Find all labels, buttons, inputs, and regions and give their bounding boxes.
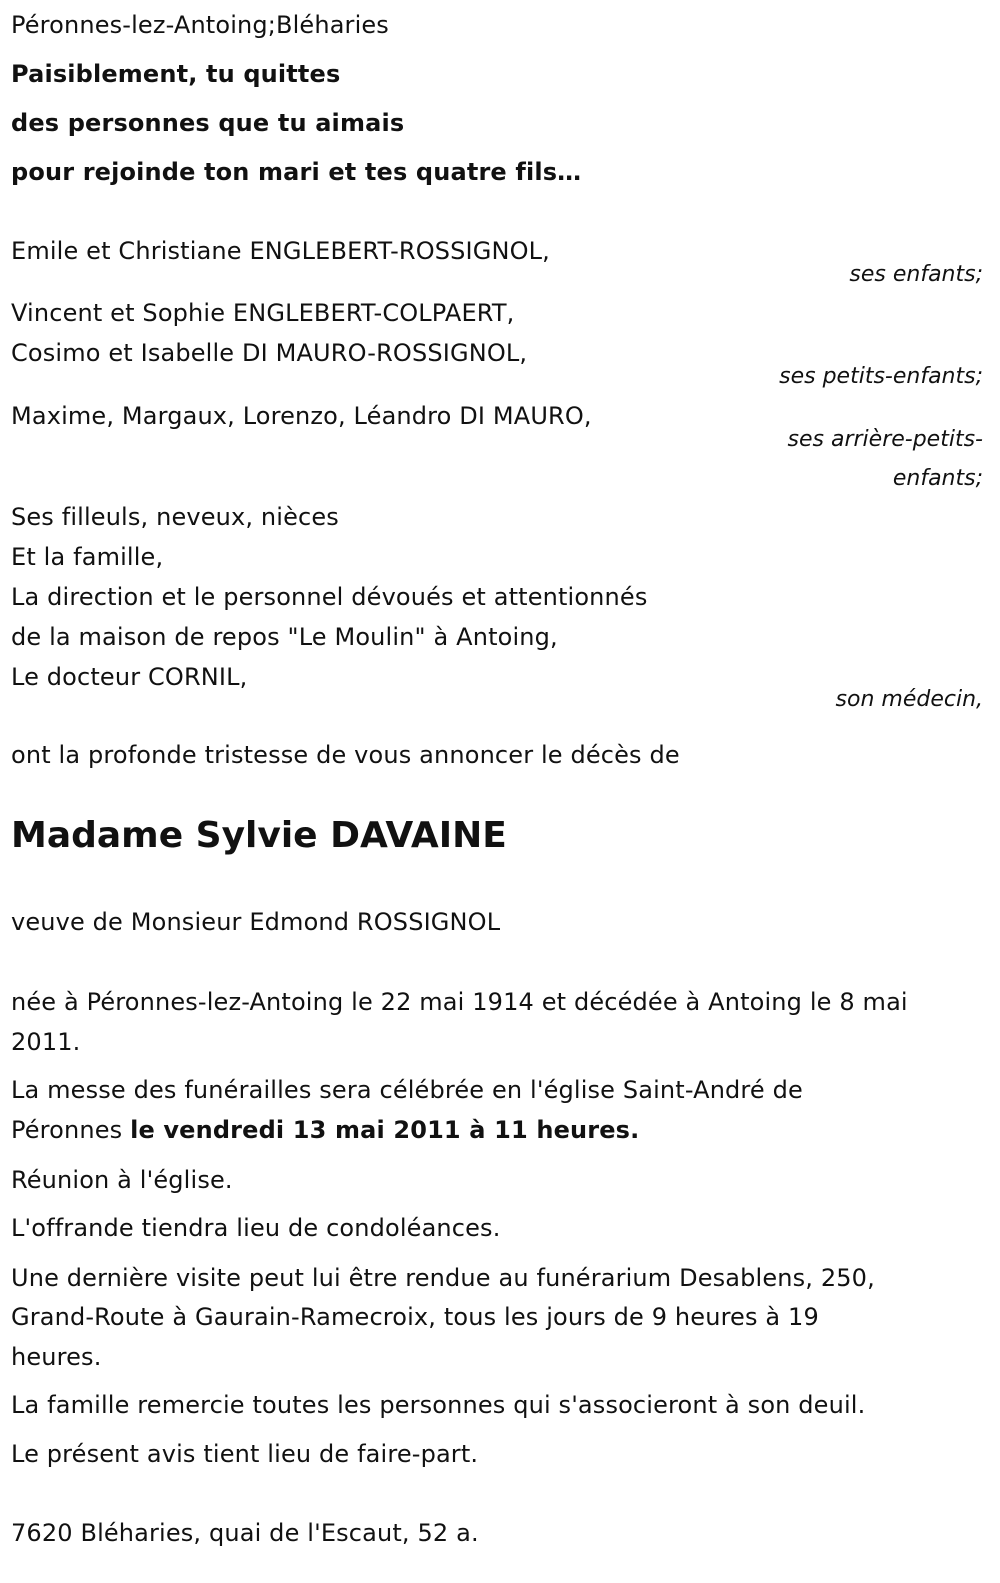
- great-grandchildren-names: Maxime, Margaux, Lorenzo, Léandro DI MAURO,: [11, 402, 592, 430]
- great-grandchildren-role-line-2: enfants;: [892, 466, 983, 491]
- widow-of: veuve de Monsieur Edmond ROSSIGNOL: [11, 908, 501, 936]
- funeral-line-2: [11, 1110, 639, 1150]
- meeting-info: Réunion à l'église.: [11, 1166, 233, 1194]
- poem-line-3: pour rejoinde ton mari et tes quatre fils…: [11, 158, 582, 186]
- announcement: ont la profonde tristesse de vous annoncer le décès de: [11, 741, 680, 769]
- others-line-5: Le docteur CORNIL,: [11, 663, 248, 691]
- poem-line-2: des personnes que tu aimais: [11, 109, 405, 137]
- others-line-4: de la maison de repos "Le Moulin" à Antoing,: [11, 623, 558, 651]
- thanks: La famille remercie toutes les personnes qui s'associeront à son deuil.: [11, 1391, 866, 1419]
- funeral-datetime: le vendredi 13 mai 2011 à 11 heures.: [130, 1116, 640, 1144]
- children-names: Emile et Christiane ENGLEBERT-ROSSIGNOL,: [11, 237, 550, 265]
- great-grandchildren-role-line-1: ses arrière-petits-: [787, 427, 983, 452]
- header-location: Péronnes-lez-Antoing;Bléharies: [11, 11, 389, 39]
- grandchildren-names-2: Cosimo et Isabelle DI MAURO-ROSSIGNOL,: [11, 339, 528, 367]
- visit-line-2: Grand-Route à Gaurain-Ramecroix, tous les jours de 9 heures à 19: [11, 1303, 819, 1331]
- others-line-3: La direction et le personnel dévoués et attentionnés: [11, 583, 648, 611]
- poem-line-1: Paisiblement, tu quittes: [11, 60, 341, 88]
- funeral-line-1: La messe des funérailles sera célébrée en l'église Saint-André de: [11, 1076, 803, 1104]
- address: 7620 Bléharies, quai de l'Escaut, 52 a.: [11, 1519, 479, 1547]
- offering-info: L'offrande tiendra lieu de condoléances.: [11, 1214, 501, 1242]
- others-line-1: Ses filleuls, neveux, nièces: [11, 503, 339, 531]
- notice: Le présent avis tient lieu de faire-part.: [11, 1440, 479, 1468]
- doctor-role: son médecin,: [835, 687, 983, 712]
- grandchildren-role: ses petits-enfants;: [779, 364, 983, 389]
- children-role: ses enfants;: [849, 262, 983, 287]
- visit-line-3: heures.: [11, 1343, 102, 1371]
- funeral-place: Péronnes: [11, 1116, 131, 1144]
- birth-death-line-2: 2011.: [11, 1028, 81, 1056]
- grandchildren-names-1: Vincent et Sophie ENGLEBERT-COLPAERT,: [11, 299, 515, 327]
- visit-line-1: Une dernière visite peut lui être rendue au funérarium Desablens, 250,: [11, 1264, 875, 1292]
- birth-death-line-1: née à Péronnes-lez-Antoing le 22 mai 1914 et décédée à Antoing le 8 mai: [11, 988, 908, 1016]
- others-line-2: Et la famille,: [11, 543, 164, 571]
- deceased-name: Madame Sylvie DAVAINE: [11, 815, 507, 856]
